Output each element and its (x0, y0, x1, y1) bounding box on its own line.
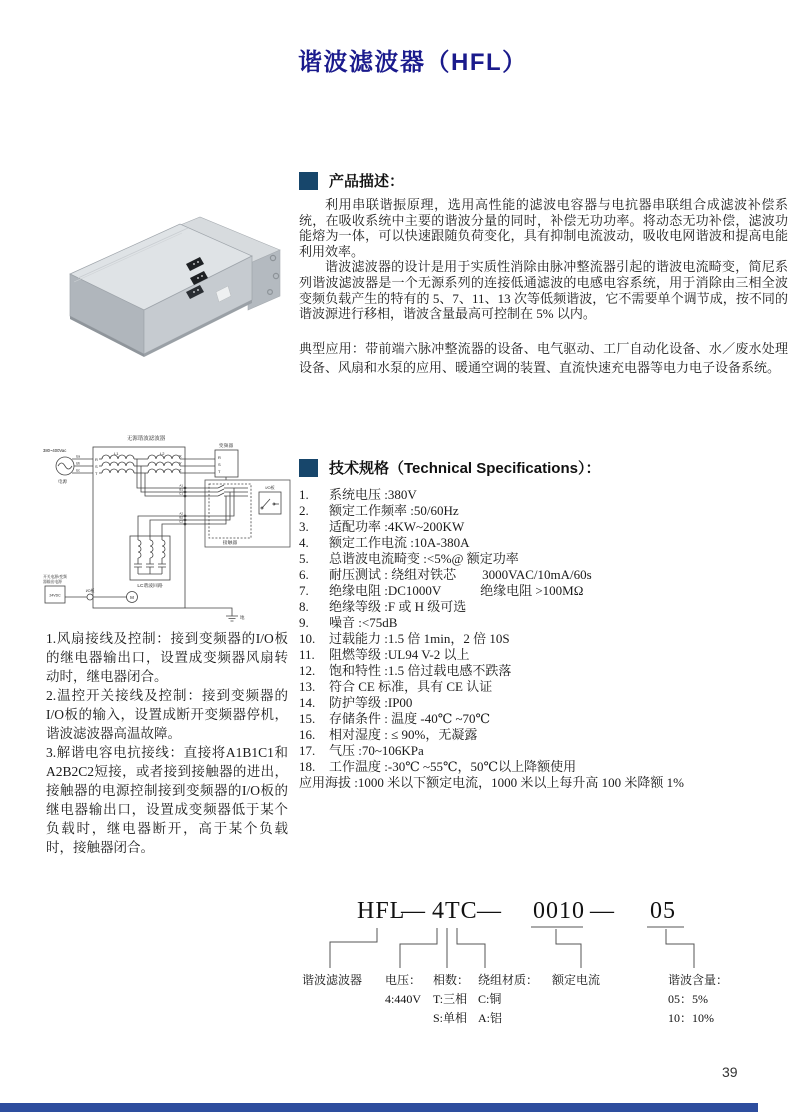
vfd-terminal: S (218, 462, 221, 467)
diagram-title: 无源谐波滤波器 (126, 436, 166, 442)
spec-item: 5. 总谐波电流畸变 :<5%@ 额定功率 (299, 551, 519, 566)
vfd-terminal: T (218, 469, 221, 474)
specs-heading: 技术规格（Technical Specifications）： (329, 460, 601, 477)
psu-label: 开关电源/变频 (43, 575, 67, 579)
model-branch-winding: 绕组材质： (478, 973, 539, 987)
cap-loop-label: LC谐波回路 (137, 584, 163, 589)
model-branch-current: 额定电流 (552, 973, 601, 987)
psu-value: 24VDC (49, 593, 61, 598)
model-branch-harmonic-item: 05：5% (668, 992, 708, 1006)
model-branch-harmonic: 谐波含量： (668, 973, 729, 987)
motor-label: M (130, 595, 134, 600)
wiring-note: 2.温控开关接线及控制：接到变频器的I/O板的输入，设置成断开变频器停机，谐波滤波器高温故障。 (46, 688, 288, 741)
io-board-label: I/O板 (85, 589, 95, 593)
model-code-segment: 05 (650, 898, 676, 924)
cap-terminal: A2 (179, 511, 183, 516)
psu-label: 器输出电源 (43, 580, 62, 584)
contactor-label: 接触器 (222, 541, 238, 546)
description-paragraph: 利用串联谐振原理，选用高性能的滤波电容器与电抗器串联组合成滤波补偿系统，在吸收系统中主要的谐波分量的同时，补偿无功功率。将动态无功补偿，滤波功能熔为一体，可以快速跟随负荷变化，具有抑制电流波动，吸收电网谐波和提高电能利用效率。 (299, 197, 788, 259)
io-board-label: I/O板 (265, 485, 275, 490)
model-code-dash: — (590, 898, 615, 924)
spec-item: 6. 耐压测试 : 绕组对铁芯 3000VAC/10mA/60s (299, 567, 592, 582)
product-photo (48, 212, 288, 360)
section-bullet-icon (299, 172, 318, 190)
relay-box (259, 492, 281, 514)
spec-item: 14. 防护等级 :IP00 (299, 695, 413, 710)
page-number: 39 (722, 1064, 738, 1080)
terminal-label: T (95, 471, 98, 476)
coil-label: L1 (114, 451, 119, 456)
terminal-label: Y (179, 460, 182, 466)
phase-label: Ua (76, 454, 81, 459)
specs-section-header (299, 457, 600, 478)
model-code-segment: HFL (357, 898, 406, 924)
terminal-label: Z (179, 467, 182, 473)
description-paragraph: 谐波滤波器的设计是用于实质性消除由脉冲整流器引起的谐波电流畸变，简尼系列谐波滤波器是一个无源系列的连接低通滤波的电感电容系统，用于消除由三相全波变频负载产生的特有的 5、7、11、13 次等低频谐波，它不需要单个调节成，按不同的谐波源进行移相，谐波含量最高可控制在 5% 以内。 (299, 259, 788, 322)
description-heading: 产品描述： (329, 173, 405, 190)
footer-bar (0, 1103, 758, 1112)
model-code-diagram (300, 898, 770, 1038)
spec-item: 8. 绝缘等级 :F 或 H 级可选 (299, 599, 467, 614)
spec-item: 1. 系统电压 :380V (299, 487, 417, 502)
page-title: 谐波滤波器（HFL） (298, 49, 528, 76)
model-code-dash: — (477, 898, 502, 924)
cap-terminal: A1 (179, 483, 183, 488)
model-branch-winding-item: C:铜 (478, 992, 502, 1006)
cap-terminal: B1 (179, 487, 183, 492)
vfd-terminal: R (218, 455, 221, 460)
model-branch-voltage: 电压： (385, 973, 422, 987)
spec-item: 16. 相对湿度 : ≤ 90%，无凝露 (299, 727, 478, 742)
cap-terminal: B2 (179, 515, 183, 520)
spec-item: 2. 额定工作频率 :50/60Hz (299, 503, 459, 518)
wiring-notes (46, 629, 288, 857)
terminal-label: X (179, 453, 182, 459)
typical-applications: 典型应用：带前端六脉冲整流器的设备、电气驱动、工厂自动化设备、水／废水处理设备、风扇和水泵的应用、暖通空调的装置、直流快速充电器等电力电子设备系统。 (299, 341, 788, 375)
phase-label: Uc (76, 468, 80, 473)
model-branch-phase: 相数： (433, 973, 470, 987)
spec-item: 13. 符合 CE 标准，具有 CE 认证 (299, 679, 493, 694)
description-section-header (299, 170, 404, 191)
source-voltage-label: 380~400Vac (43, 448, 67, 453)
model-branch-phase-item: T:三相 (433, 992, 468, 1006)
terminal-label: S (95, 464, 98, 469)
coil-label: L2 (160, 451, 165, 456)
phase-label: Ub (76, 461, 81, 466)
spec-item: 4. 额定工作电流 :10A-380A (299, 535, 470, 550)
model-branch-product: 谐波滤波器 (302, 973, 363, 987)
cap-terminal: C2 (179, 519, 183, 524)
spec-item: 9. 噪音 :<75dB (299, 615, 398, 630)
spec-item: 15. 存储条件 : 温度 -40℃ ~70℃ (299, 711, 491, 726)
specs-list (299, 487, 788, 791)
spec-item: 18. 工作温度 :-30℃ ~55℃，50℃以上降额使用 (299, 759, 577, 774)
model-code-segment: 0010 (533, 898, 585, 924)
source-label: 电源 (58, 479, 67, 484)
model-code-dash: — (401, 898, 426, 924)
model-branch-harmonic-item: 10：10% (668, 1011, 714, 1025)
model-branch-phase-item: S:单相 (433, 1011, 468, 1025)
ground-label: 地 (240, 615, 245, 620)
spec-item: 3. 适配功率 :4KW~200KW (299, 519, 465, 534)
thermo-switch-icon (87, 594, 93, 600)
spec-item: 17. 气压 :70~106KPa (299, 743, 424, 758)
spec-item: 7. 绝缘电阻 :DC1000V 绝缘电阻 >100MΩ (299, 583, 584, 598)
model-code-segment: 4TC (432, 898, 478, 924)
altitude-note: 应用海拔 :1000 米以下额定电流，1000 米以上每升高 100 米降额 1% (299, 775, 684, 790)
vfd-label: 变频器 (218, 444, 234, 449)
wiring-note: 3.解谐电容电抗接线：直接将A1B1C1和A2B2C2短接，或者接到接触器的进出，接触器的电源控制接到变频器的I/O板的继电器输出口，设置成变频器低于某个负载时，继电器断开，高于某个负载时，接触器闭合。 (46, 745, 288, 855)
wiring-diagram (38, 428, 293, 633)
spec-item: 11. 阻燃等级 :UL94 V-2 以上 (299, 647, 470, 662)
wiring-note: 1.风扇接线及控制：接到变频器的I/O板的继电器输出口，设置成变频器风扇转动时，继电器闭合。 (46, 631, 288, 684)
section-bullet-icon (299, 459, 318, 477)
model-branch-voltage-item: 4:440V (385, 992, 421, 1006)
model-branch-winding-item: A:铝 (478, 1011, 503, 1025)
spec-item: 10. 过载能力 :1.5 倍 1min，2 倍 10S (299, 631, 510, 646)
description-text (299, 197, 788, 322)
cap-terminal: C1 (179, 491, 183, 496)
spec-item: 12. 饱和特性 :1.5 倍过载电感不跌落 (299, 663, 512, 678)
terminal-label: R (95, 457, 98, 462)
